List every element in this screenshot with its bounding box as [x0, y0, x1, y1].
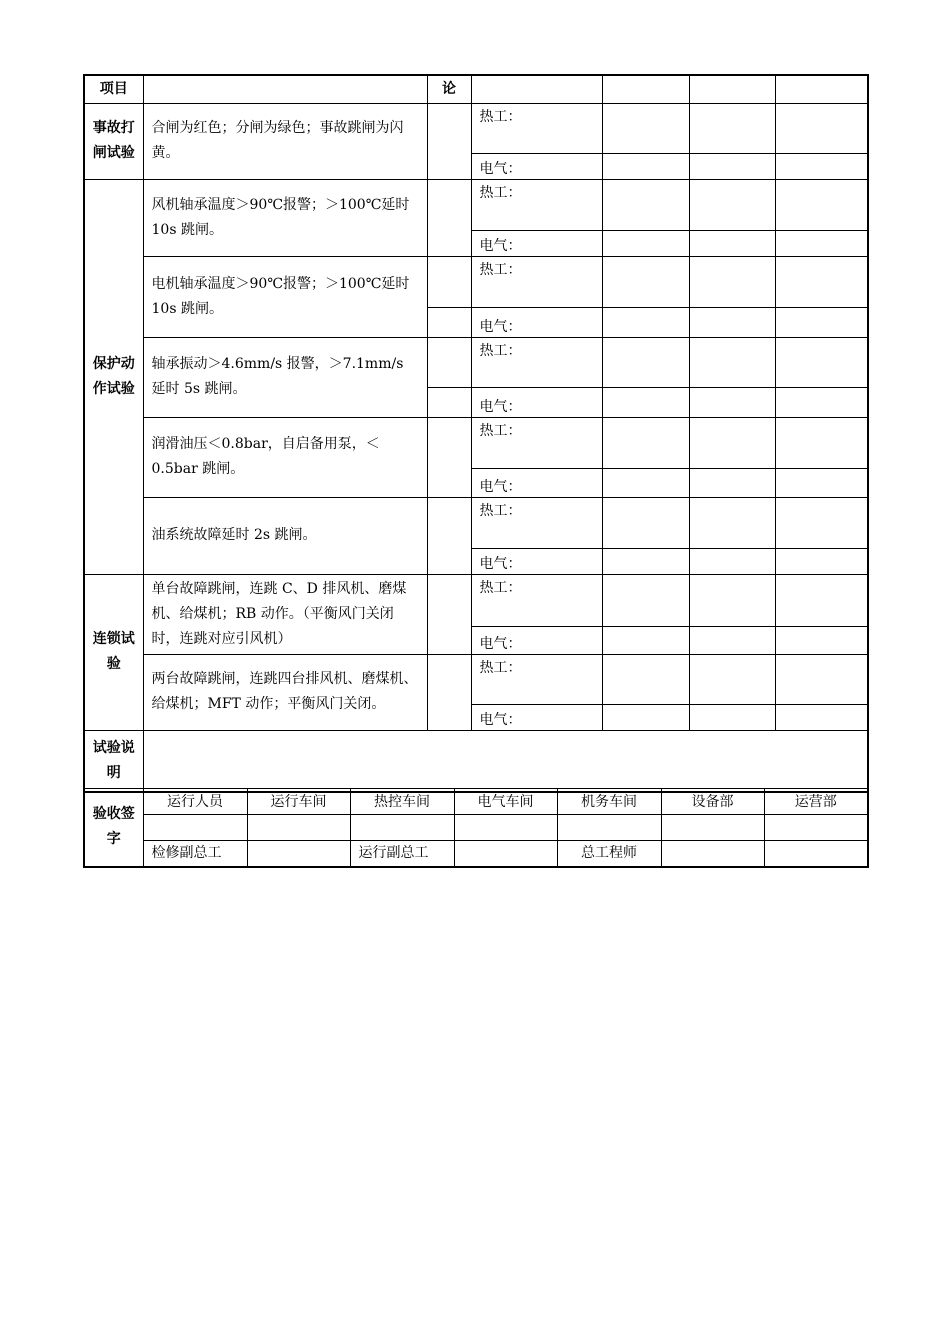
notes-field[interactable] [143, 730, 868, 792]
signature-cell[interactable] [661, 815, 764, 841]
signature-cell[interactable] [775, 230, 868, 256]
test-description: 轴承振动＞4.6mm/s 报警，＞7.1mm/s 延时 5s 跳闸。 [143, 337, 427, 417]
signature-cell[interactable] [602, 387, 689, 417]
conclusion-cell[interactable] [427, 103, 471, 179]
engineer-row [84, 841, 868, 867]
protection-item-thermal-row [84, 337, 868, 387]
conclusion-header: 论 [427, 75, 471, 103]
item-header-blank [143, 75, 427, 103]
signature-cell[interactable] [350, 815, 454, 841]
electrical-label: 电气： [471, 307, 602, 337]
signature-cell[interactable] [775, 387, 868, 417]
electrical-label: 电气： [471, 627, 602, 654]
interlock-item-thermal-row [84, 654, 868, 704]
signature-cell[interactable] [602, 103, 689, 153]
thermal-label: 热工： [471, 654, 602, 704]
signature-cell[interactable] [775, 417, 868, 468]
conclusion-cell[interactable] [427, 654, 471, 730]
thermal-label: 热工： [471, 256, 602, 307]
trip-test-thermal-row [84, 103, 868, 153]
signature-cell[interactable] [775, 627, 868, 654]
interlock-item-thermal-row [84, 574, 868, 627]
dept-mechanical-workshop: 机务车间 [557, 789, 661, 815]
protection-item-thermal-row [84, 497, 868, 548]
signature-cell[interactable] [602, 307, 689, 337]
signature-cell[interactable] [775, 574, 868, 627]
signature-cell[interactable] [775, 654, 868, 704]
signature-cell[interactable] [775, 337, 868, 387]
signature-cell[interactable] [775, 497, 868, 548]
header-blank-cell [471, 75, 602, 103]
category-signoff: 验收签字 [84, 789, 143, 867]
protection-item-thermal-row [84, 256, 868, 307]
signature-cell[interactable] [602, 574, 689, 627]
electrical-label: 电气： [471, 704, 602, 730]
test-description: 风机轴承温度＞90℃报警；＞100℃延时 10s 跳闸。 [143, 179, 427, 256]
signature-cell[interactable] [689, 337, 775, 387]
header-blank-cell [689, 75, 775, 103]
signature-cell[interactable] [602, 417, 689, 468]
test-table [83, 74, 869, 793]
conclusion-cell[interactable] [427, 307, 471, 337]
maintenance-deputy-chief-label: 检修副总工 [143, 841, 247, 867]
signature-cell[interactable] [764, 815, 868, 841]
department-signature-row [84, 815, 868, 841]
electrical-label: 电气： [471, 230, 602, 256]
signature-cell[interactable] [689, 153, 775, 179]
dept-electrical-workshop: 电气车间 [454, 789, 557, 815]
dept-operations-staff: 运行人员 [143, 789, 247, 815]
electrical-label: 电气： [471, 468, 602, 497]
signature-cell[interactable] [775, 103, 868, 153]
signature-cell[interactable] [775, 468, 868, 497]
conclusion-cell[interactable] [427, 179, 471, 256]
signature-cell[interactable] [689, 497, 775, 548]
signature-cell[interactable] [689, 103, 775, 153]
dept-equipment: 设备部 [661, 789, 764, 815]
signature-cell[interactable] [602, 337, 689, 387]
conclusion-cell[interactable] [427, 417, 471, 497]
signature-cell[interactable] [689, 256, 775, 307]
dept-thermal-control-workshop: 热控车间 [350, 789, 454, 815]
signature-cell[interactable] [557, 815, 661, 841]
signature-cell[interactable] [775, 256, 868, 307]
test-description: 两台故障跳闸，连跳四台排风机、磨煤机、给煤机；MFT 动作；平衡风门关闭。 [143, 654, 427, 730]
chief-engineer-label: 总工程师 [557, 841, 661, 867]
thermal-label: 热工： [471, 179, 602, 230]
category-protection-test: 保护动作试验 [84, 179, 143, 574]
signature-cell[interactable] [775, 153, 868, 179]
thermal-label: 热工： [471, 497, 602, 548]
signature-cell[interactable] [143, 815, 247, 841]
signature-cell[interactable] [689, 574, 775, 627]
signature-cell[interactable] [602, 230, 689, 256]
electrical-label: 电气： [471, 153, 602, 179]
signature-cell[interactable] [602, 704, 689, 730]
signature-cell[interactable] [602, 256, 689, 307]
signature-cell[interactable] [602, 179, 689, 230]
signature-cell[interactable] [454, 841, 557, 867]
test-description: 电机轴承温度＞90℃报警；＞100℃延时 10s 跳闸。 [143, 256, 427, 337]
signature-cell[interactable] [775, 179, 868, 230]
signature-cell[interactable] [661, 841, 764, 867]
signature-cell[interactable] [689, 548, 775, 574]
signature-cell[interactable] [689, 230, 775, 256]
signature-cell[interactable] [764, 841, 868, 867]
signature-cell[interactable] [775, 704, 868, 730]
signature-cell[interactable] [602, 627, 689, 654]
signature-cell[interactable] [689, 468, 775, 497]
signature-cell[interactable] [689, 387, 775, 417]
signature-cell[interactable] [689, 417, 775, 468]
signature-cell[interactable] [689, 627, 775, 654]
electrical-label: 电气： [471, 387, 602, 417]
conclusion-cell[interactable] [427, 497, 471, 574]
signature-cell[interactable] [247, 815, 350, 841]
protection-item-thermal-row [84, 417, 868, 468]
signature-cell[interactable] [775, 548, 868, 574]
signature-cell[interactable] [602, 468, 689, 497]
header-row [84, 75, 868, 103]
signature-cell[interactable] [689, 179, 775, 230]
test-description: 合闸为红色；分闸为绿色；事故跳闸为闪黄。 [143, 103, 427, 179]
department-row [84, 789, 868, 815]
header-blank-cell [602, 75, 689, 103]
dept-operations-workshop: 运行车间 [247, 789, 350, 815]
thermal-label: 热工： [471, 103, 602, 153]
signature-cell[interactable] [689, 704, 775, 730]
conclusion-cell[interactable] [427, 574, 471, 654]
signature-cell[interactable] [602, 153, 689, 179]
operations-deputy-chief-label: 运行副总工 [350, 841, 454, 867]
category-trip-test: 事故打闸试验 [84, 103, 143, 179]
signoff-table [83, 788, 869, 868]
signature-cell[interactable] [689, 654, 775, 704]
test-description: 油系统故障延时 2s 跳闸。 [143, 497, 427, 574]
conclusion-cell[interactable] [427, 256, 471, 307]
category-interlock-test: 连锁试验 [84, 574, 143, 730]
thermal-label: 热工： [471, 417, 602, 468]
signature-cell[interactable] [602, 654, 689, 704]
signature-cell[interactable] [689, 307, 775, 337]
test-description: 润滑油压＜0.8bar，自启备用泵，＜0.5bar 跳闸。 [143, 417, 427, 497]
signature-cell[interactable] [602, 548, 689, 574]
protection-item-thermal-row [84, 179, 868, 230]
header-blank-cell [775, 75, 868, 103]
signature-cell[interactable] [247, 841, 350, 867]
dept-operations-management: 运营部 [764, 789, 868, 815]
signature-cell[interactable] [454, 815, 557, 841]
electrical-label: 电气： [471, 548, 602, 574]
conclusion-cell[interactable] [427, 387, 471, 417]
conclusion-cell[interactable] [427, 337, 471, 387]
thermal-label: 热工： [471, 337, 602, 387]
signature-cell[interactable] [775, 307, 868, 337]
signature-cell[interactable] [602, 497, 689, 548]
notes-row [84, 730, 868, 792]
test-description: 单台故障跳闸，连跳 C、D 排风机、磨煤机、给煤机；RB 动作。（平衡风门关闭时，连跳对应引风机） [143, 574, 427, 654]
thermal-label: 热工： [471, 574, 602, 627]
category-test-notes: 试验说明 [84, 730, 143, 792]
item-header: 项目 [84, 75, 143, 103]
